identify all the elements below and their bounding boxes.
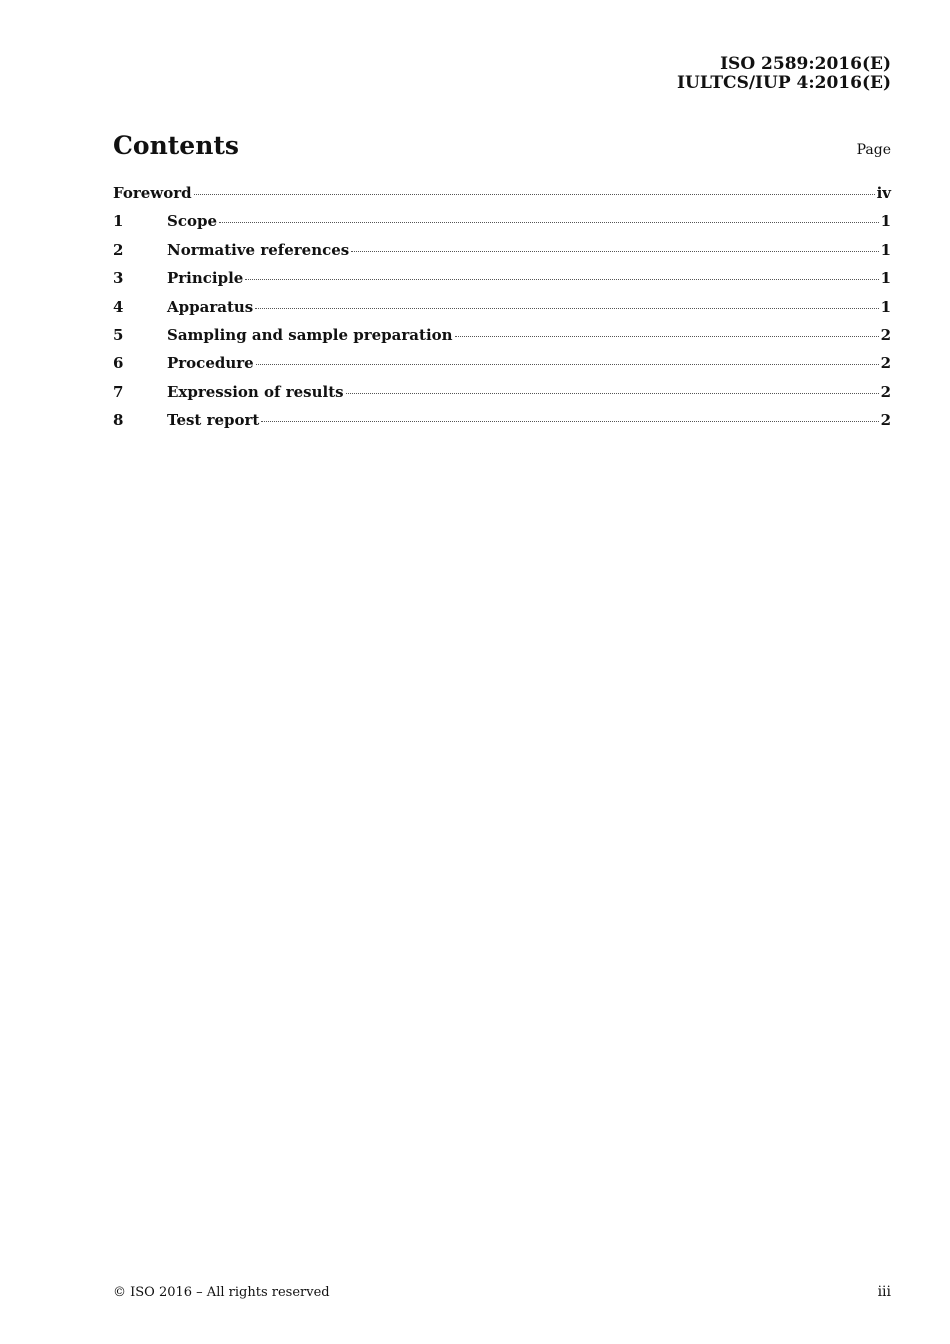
toc-entry-page: 1 <box>880 240 891 259</box>
toc-entry-apparatus[interactable] <box>113 298 891 326</box>
toc-entry-number: 8 <box>113 411 124 430</box>
toc-entry-title: Sampling and sample preparation <box>167 325 453 344</box>
toc-leader-dots <box>346 393 879 394</box>
toc-entry-page: 1 <box>880 212 891 231</box>
toc-entry-title: Principle <box>167 269 244 288</box>
toc-leader-dots <box>351 251 878 252</box>
toc-entry-title: Normative references <box>167 240 350 259</box>
toc-entry-title: Procedure <box>167 354 254 373</box>
toc-entry-foreword[interactable] <box>113 184 891 212</box>
toc-entry-scope[interactable] <box>113 212 891 240</box>
toc-entry-number: 2 <box>113 240 124 259</box>
toc-leader-dots <box>219 222 879 223</box>
table-of-contents <box>113 184 891 440</box>
toc-entry-number: 5 <box>113 325 124 344</box>
toc-entry-procedure[interactable] <box>113 354 891 382</box>
toc-entry-title: Expression of results <box>167 382 344 401</box>
toc-entry-normative-references[interactable] <box>113 241 891 269</box>
toc-entry-number: 4 <box>113 297 124 316</box>
toc-leader-dots <box>455 336 879 337</box>
page-number: iii <box>877 1284 891 1300</box>
toc-leader-dots <box>255 308 878 309</box>
toc-entry-number: 7 <box>113 382 124 401</box>
toc-entry-principle[interactable] <box>113 269 891 297</box>
page-column-label: Page <box>856 142 891 158</box>
toc-entry-title: Foreword <box>113 184 192 202</box>
toc-entry-page: 1 <box>880 269 891 288</box>
toc-entry-expression-of-results[interactable] <box>113 383 891 411</box>
toc-entry-page: 1 <box>880 297 891 316</box>
document-reference-iultcs: IULTCS/IUP 4:2016(E) <box>677 73 891 93</box>
document-reference-iso: ISO 2589:2016(E) <box>720 54 891 74</box>
toc-entry-page: 2 <box>880 354 891 373</box>
toc-entry-page: iv <box>876 184 891 202</box>
toc-entry-title: Scope <box>167 212 218 231</box>
toc-entry-number: 3 <box>113 269 124 288</box>
toc-leader-dots <box>261 421 878 422</box>
document-reference <box>677 55 891 93</box>
toc-entry-page: 2 <box>880 325 891 344</box>
toc-entry-title: Apparatus <box>167 297 254 316</box>
toc-leader-dots <box>256 364 879 365</box>
toc-leader-dots <box>245 279 878 280</box>
toc-entry-title: Test report <box>167 411 260 430</box>
toc-entry-sampling[interactable] <box>113 326 891 354</box>
toc-entry-test-report[interactable] <box>113 411 891 439</box>
toc-entry-page: 2 <box>880 382 891 401</box>
toc-entry-number: 1 <box>113 212 124 231</box>
copyright-notice: © ISO 2016 – All rights reserved <box>113 1285 330 1300</box>
toc-entry-number: 6 <box>113 354 124 373</box>
toc-entry-page: 2 <box>880 411 891 430</box>
contents-heading: Contents <box>113 131 240 160</box>
toc-leader-dots <box>194 194 875 195</box>
